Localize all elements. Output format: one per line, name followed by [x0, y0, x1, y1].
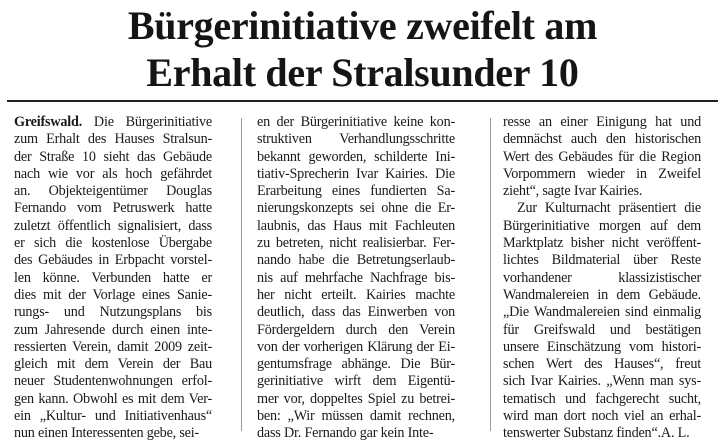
article-text-line: sich Ivar Kairies. „Wenn man sys-	[503, 373, 701, 390]
article-text-line: rungs- und Nutzungsplans bis	[14, 304, 212, 321]
article-text-line: resse an einer Einigung hat und	[503, 114, 701, 130]
article-text-line: ben: „Wir müssen damit rechnen,	[257, 408, 455, 425]
article-text-line: Erarbeitung eines fundierten Sa-	[257, 183, 455, 200]
article-text-line: tematisch und fachgerecht sucht,	[503, 390, 701, 407]
article-column-3	[503, 114, 701, 443]
article-text-line: nando habe die Betretungserlaub-	[257, 252, 455, 269]
article-text-line: zum Erhalt des Hauses Stralsun-	[14, 131, 212, 148]
article-text-line: zum Jahresende durch einen inte-	[14, 321, 212, 338]
article-text-line: Wandmalereien in dem Gebäude.	[503, 286, 701, 303]
article-text-line: laubnis, das Haus mit Fachleuten	[257, 217, 455, 234]
article-text-line: struktiven Verhandlungsschritte	[257, 131, 455, 148]
article-text-line: schen Wert des Hauses“, freut	[503, 356, 701, 373]
article-text-line: gleich mit dem Verein der Bau	[14, 356, 212, 373]
article-text-line	[14, 114, 212, 131]
article-text-line: her nicht erteilt. Kairies machte	[257, 286, 455, 303]
article-text-line: neuer Studentenwohnungen erfol-	[14, 373, 212, 390]
article-text-line: „Die Wandmalereien sind einmalig	[503, 304, 701, 321]
article-text-line: dies mit der Vorlage eines Sanie-	[14, 286, 212, 303]
article-text-line: Marktplatz bisher nicht veröffent-	[503, 235, 701, 252]
article-text-line: bekannt geworden, schilderte Ini-	[257, 148, 455, 165]
article-text-line: von der vorherigen Klärung der Ei-	[257, 338, 455, 355]
article-text-line: wird man dort noch viel an erhal-	[503, 408, 701, 425]
article-text-line: nierungskonzepts sei ohne die Er-	[257, 200, 455, 217]
article-text-line: für Greifswald und bestätigen	[503, 321, 701, 338]
article-text-line: ressierten Verein, damit 2009 zeit-	[14, 338, 212, 355]
article-text-line: gentumsfrage abhänge. Die Bür-	[257, 356, 455, 373]
article-text-line: en der Bürgerinitiative keine kon-	[257, 114, 455, 130]
headline-line-2: Erhalt der Stralsunder 10	[146, 50, 579, 95]
article-text-line: len könne. Verbunden hatte er	[14, 269, 212, 286]
article-text-line: demnächst auch den historischen	[503, 131, 701, 148]
article-text-line: gerinitiative wirft dem Eigentü-	[257, 373, 455, 390]
article-text-line: Vorpommern wieder in Zweifel	[503, 165, 701, 182]
article-text-line: dass Dr. Fernando gar kein Inte-	[257, 425, 434, 442]
article-text-line: deutlich, dass das Einwerben von	[257, 304, 455, 321]
column-divider	[490, 118, 491, 431]
article-text-line: er sich die kostenlose Übergabe	[14, 235, 212, 252]
article-text-line: zu betreten, nicht realisierbar. Fer-	[257, 235, 455, 252]
article-text-line: unsere Einschätzung vom histori-	[503, 338, 701, 355]
article-text-line: zieht“, sagte Ivar Kairies.	[503, 183, 643, 200]
article-text-line: Fördergeldern durch den Verein	[257, 321, 455, 338]
column-divider	[241, 118, 242, 431]
article-text-line: Zur Kulturnacht präsentiert die	[517, 200, 701, 217]
article-text-line: ein „Kultur- und Initiativenhaus“	[14, 408, 212, 425]
headline-rule	[7, 100, 718, 102]
article-text-line: tiativ-Sprecherin Ivar Kairies. Die	[257, 165, 455, 182]
article-text-line: zuletzt öffentlich signalisiert, dass	[14, 217, 212, 234]
article-text-line: Bürgerinitiative morgen auf dem	[503, 217, 701, 234]
article-text-line: nun einen Interessenten gebe, sei-	[14, 425, 200, 442]
article-text-line: nis auf mehrfache Nachfrage bis-	[257, 269, 455, 286]
article-text-line: des Gebäudes in Erbpacht vorstel-	[14, 252, 212, 269]
article-headline	[0, 2, 725, 96]
article-text-line: tenswerter Substanz finden“.A. L.	[503, 425, 690, 442]
article-text-line: nach wie vor als hoch gefährdet	[14, 165, 212, 182]
article-text-line: Fernando vom Petruswerk hatte	[14, 200, 212, 217]
article-text-line: lichtes Bildmaterial über Reste	[503, 252, 701, 269]
article-column-2	[257, 114, 455, 443]
dateline: Greifswald.	[14, 114, 83, 130]
article-text-line: vorhandener klassizistischer	[503, 269, 701, 286]
article-column-1	[14, 114, 212, 443]
headline-line-1: Bürgerinitiative zweifelt am	[127, 3, 598, 48]
article-text-line: mer vor, doppeltes Spiel zu betrei-	[257, 390, 455, 407]
article-text-line: gen kann. Obwohl es mit dem Ver-	[14, 390, 212, 407]
article-text-line-content: Die Bürgerinitiative	[82, 114, 212, 130]
article-text-line: Wert des Gebäudes für die Region	[503, 148, 701, 165]
article-text-line: an. Objekteigentümer Douglas	[14, 183, 212, 200]
article-text-line: der Straße 10 sieht das Gebäude	[14, 148, 212, 165]
